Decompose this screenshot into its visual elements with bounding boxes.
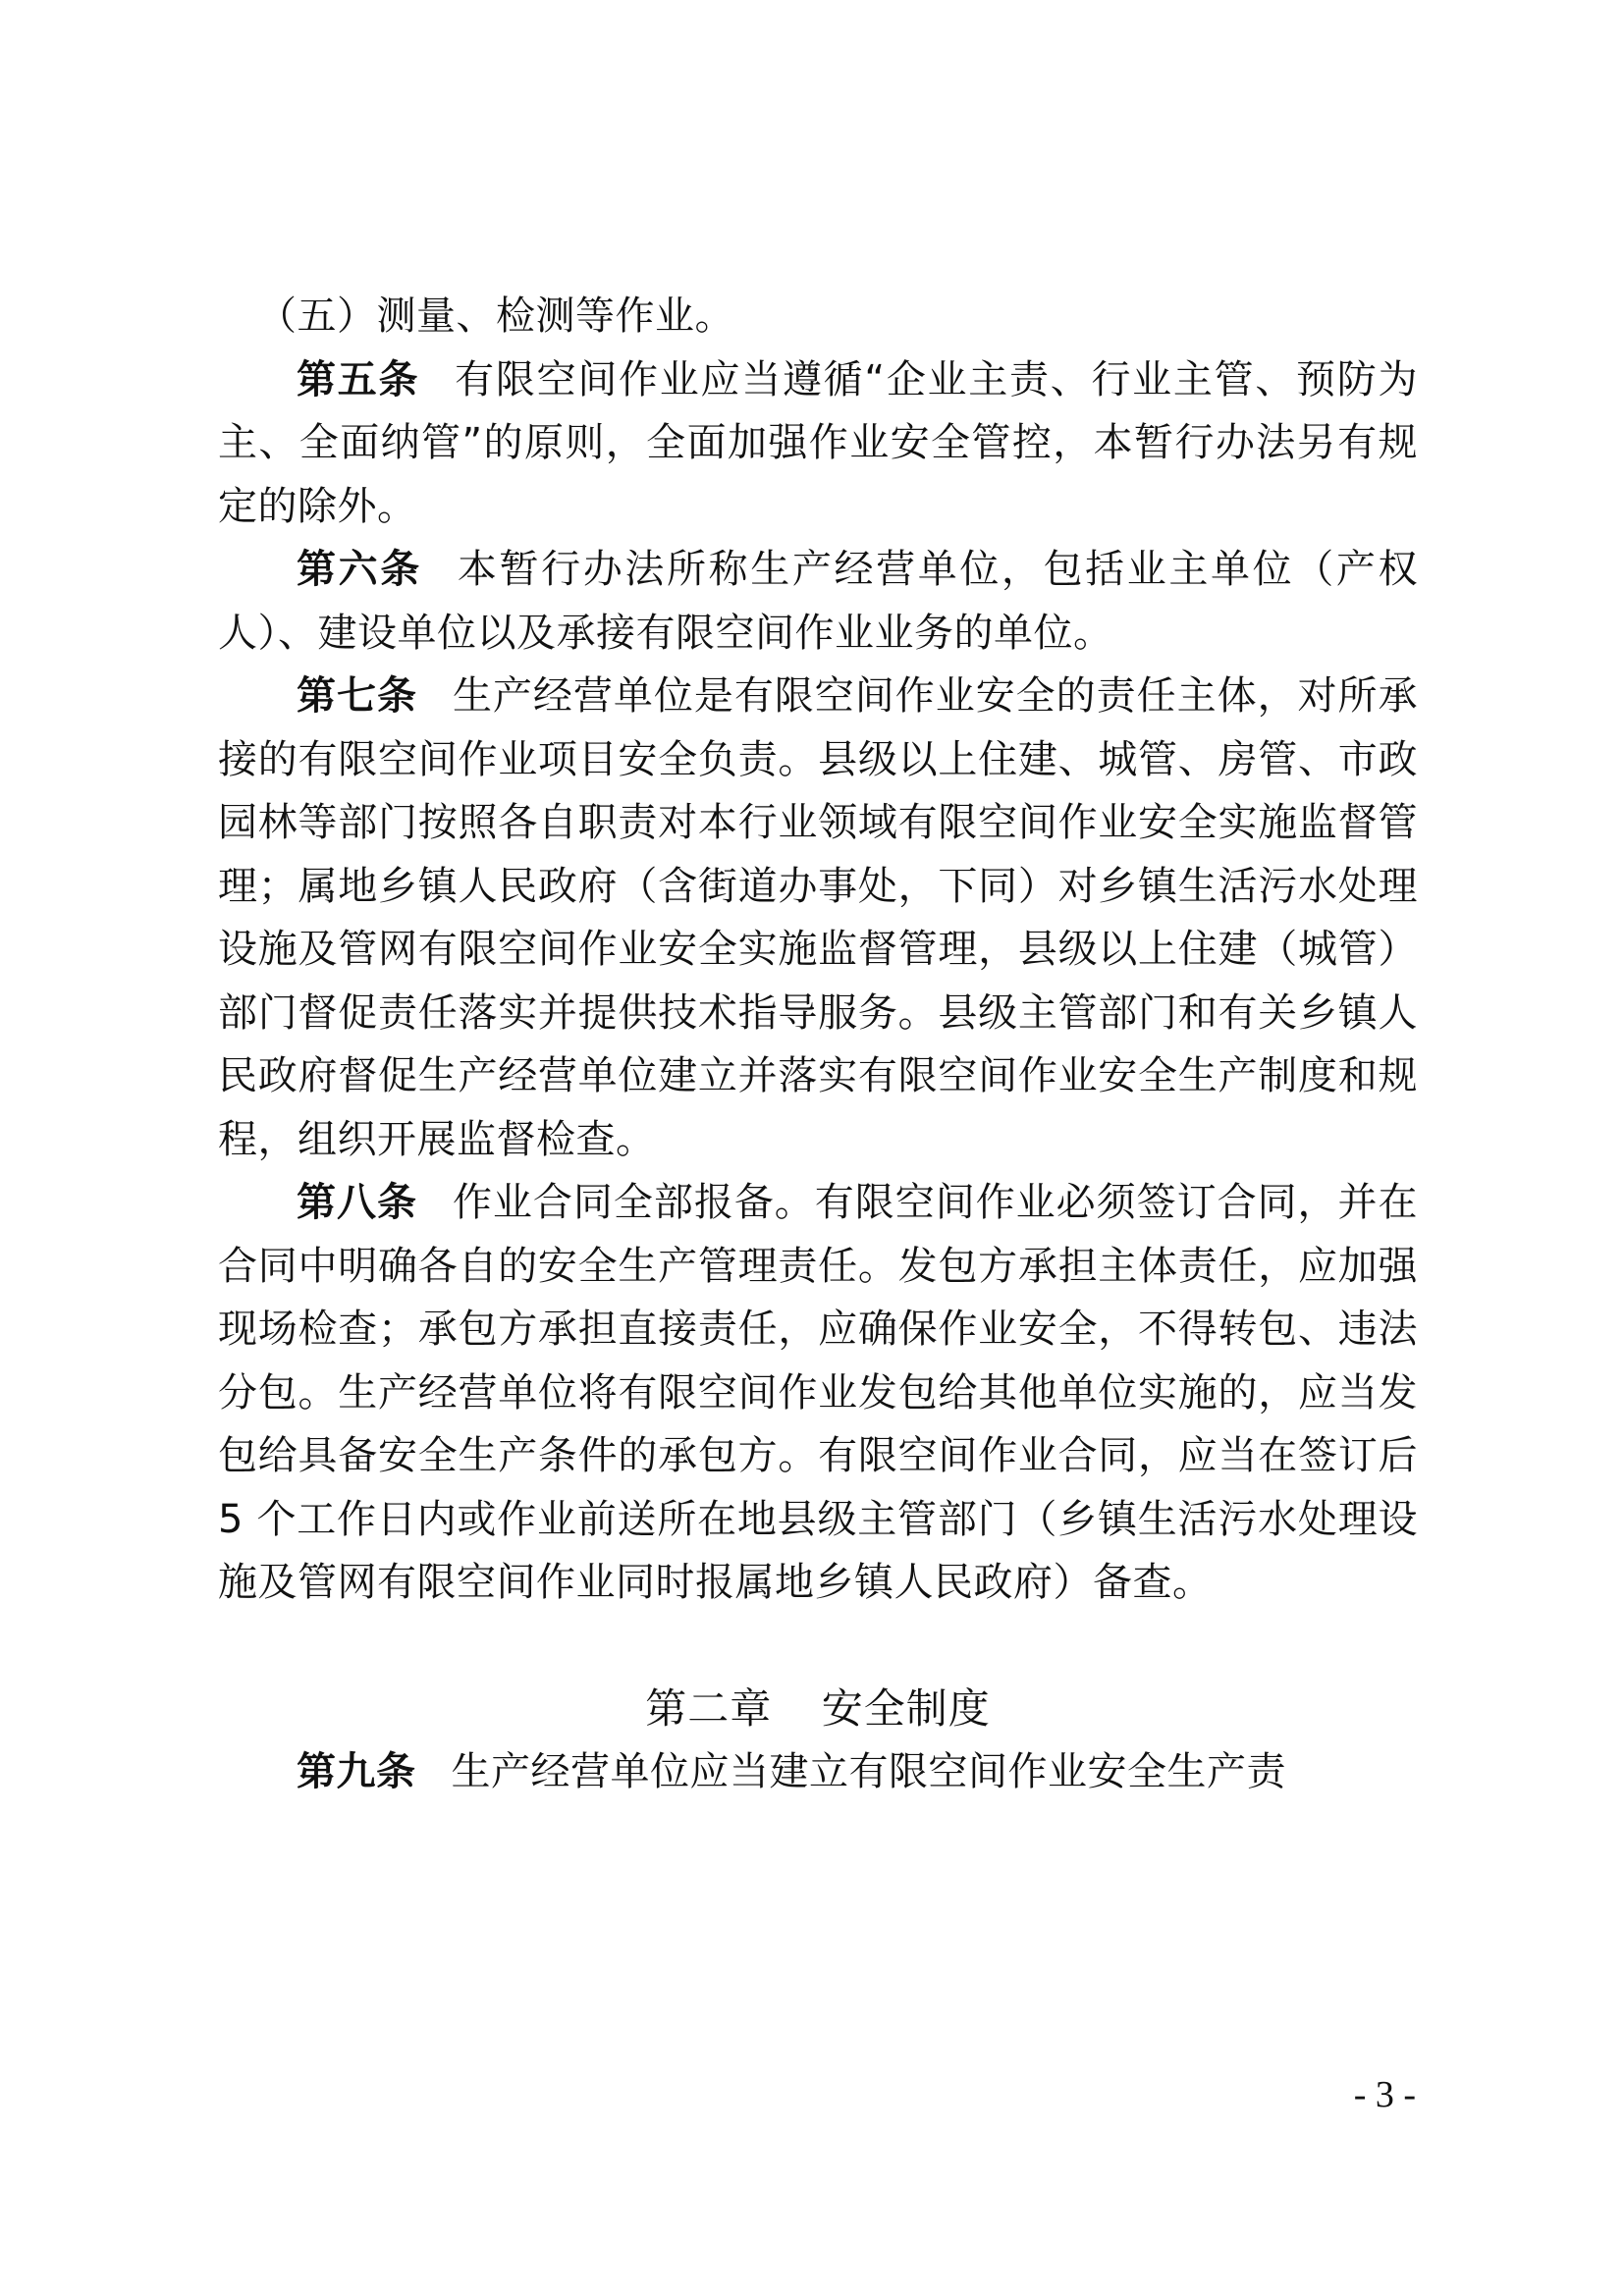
article-7-paragraph (218, 665, 1418, 1171)
paragraph-text: 作业合同全部报备。有限空间作业必须签订合同，并在合同中明确各自的安全生产管理责任。发包方承担主体责任，应加强现场检查；承包方承担直接责任，应确保作业安全，不得转包、违法分包。生产经营单位将有限空间作业发包给其他单位实施的，应当发包给具备安全生产条件的承包方。有限空间作业合同，应当在签订后 5 个工作日内或作业前送所在地县级主管部门（乡镇生活污水处理设施及管网有限空间作业同时报属地乡镇人民政府）备查。 (218, 1180, 1419, 1605)
page-number: - 3 - (1353, 2074, 1416, 2115)
paragraph-text: 生产经营单位应当建立有限空间作业安全生产责 (451, 1749, 1286, 1794)
article-8-paragraph (218, 1171, 1418, 1615)
article-heading: 第八条 (297, 1180, 417, 1225)
article-9-paragraph (218, 1740, 1418, 1804)
article-6-paragraph (218, 538, 1418, 665)
chapter-number: 第二章 (645, 1683, 773, 1733)
paragraph-text: 本暂行办法所称生产经营单位，包括业主单位（产权人）、建设单位以及承接有限空间作业业务的单位。 (218, 547, 1419, 656)
paragraph-text: 生产经营单位是有限空间作业安全的责任主体，对所承接的有限空间作业项目安全负责。县级以上住建、城管、房管、市政园林等部门按照各自职责对本行业领域有限空间作业安全实施监督管理；属地乡镇人民政府（含街道办事处，下同）对乡镇生活污水处理设施及管网有限空间作业安全实施监督管理，县级以上住建（城管）部门督促责任落实并提供技术指导服务。县级主管部门和有关乡镇人民政府督促生产经营单位建立并落实有限空间作业安全生产制度和规程，组织开展监督检查。 (218, 673, 1419, 1162)
article-heading: 第七条 (297, 673, 417, 719)
article-heading: 第六条 (297, 547, 422, 592)
article-heading: 第五条 (297, 356, 420, 402)
item-five-paragraph (218, 285, 1418, 348)
article-heading: 第九条 (297, 1749, 416, 1794)
chapter-title: 安全制度 (821, 1683, 991, 1733)
paragraph-text: 有限空间作业应当遵循“企业主责、行业主管、预防为主、全面纳管”的原则，全面加强作业安全管控，本暂行办法另有规定的除外。 (218, 356, 1418, 529)
paragraph-text: （五）测量、检测等作业。 (257, 294, 734, 339)
body-text (218, 285, 1418, 1804)
article-5-paragraph (218, 348, 1418, 539)
chapter-heading (218, 1678, 1418, 1741)
